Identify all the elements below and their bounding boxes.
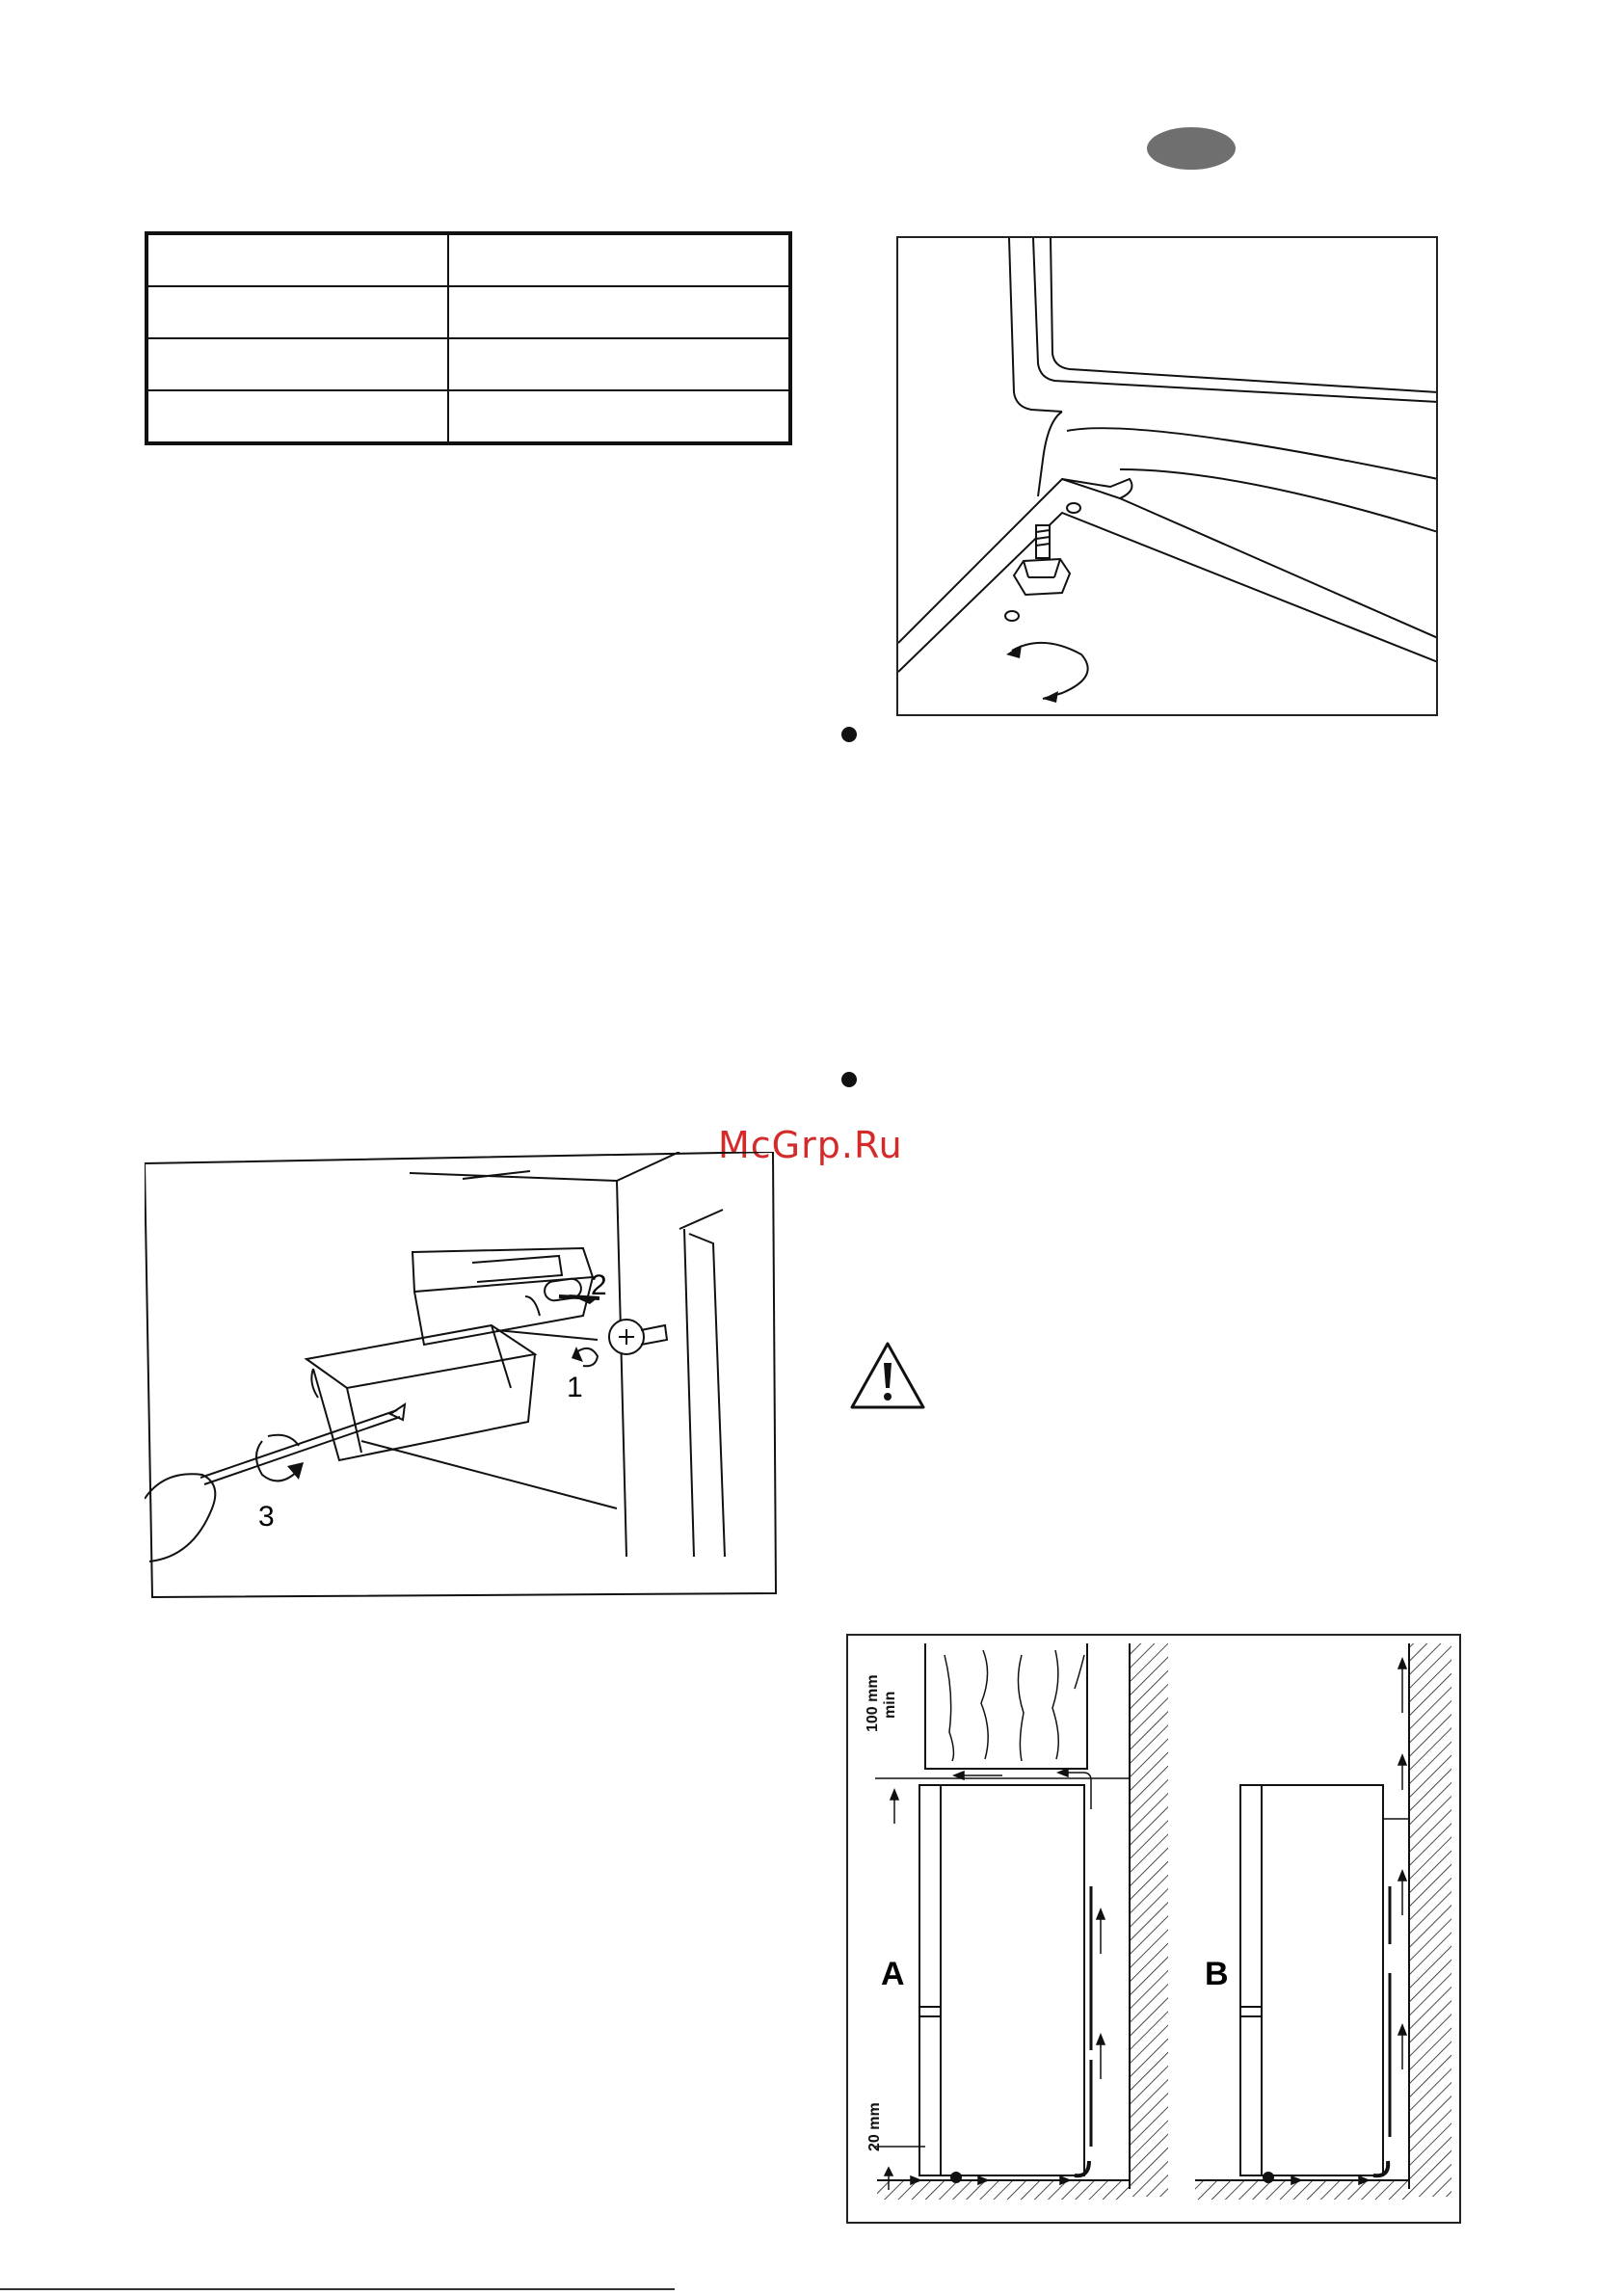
table-cell bbox=[146, 390, 448, 443]
table-cell bbox=[146, 338, 448, 390]
label-b: B bbox=[1205, 1956, 1229, 1992]
table-cell bbox=[146, 233, 448, 286]
dim-top-suffix: min bbox=[882, 1691, 898, 1719]
screwdriver-icon bbox=[145, 1404, 405, 1561]
table-row bbox=[146, 338, 790, 390]
door-fixing-illustration bbox=[145, 1152, 781, 1600]
table-cell bbox=[448, 390, 790, 443]
dim-top-label: 100 mm bbox=[865, 1674, 881, 1732]
table-cell bbox=[448, 233, 790, 286]
label-a: A bbox=[881, 1956, 905, 1992]
table-cell bbox=[448, 338, 790, 390]
step-label-1: 1 bbox=[567, 1372, 583, 1403]
step-label-3: 3 bbox=[258, 1501, 275, 1533]
figure-ventilation bbox=[846, 1634, 1461, 2224]
footer-rule bbox=[0, 2288, 675, 2290]
table-cell bbox=[448, 286, 790, 338]
rotate-arrow-icon bbox=[1006, 643, 1088, 703]
bullet-icon bbox=[841, 727, 857, 742]
foot-illustration bbox=[898, 238, 1436, 714]
step-label-2: 2 bbox=[591, 1269, 607, 1301]
figure-adjustable-foot bbox=[896, 236, 1438, 716]
dim-bottom-label: 20 mm bbox=[866, 2102, 883, 2151]
warning-icon bbox=[848, 1340, 927, 1413]
table-row bbox=[146, 390, 790, 443]
table-cell bbox=[146, 286, 448, 338]
figure-door-fixing bbox=[145, 1152, 781, 1600]
watermark: McGrp.Ru bbox=[718, 1124, 903, 1166]
table-row bbox=[146, 286, 790, 338]
table-row bbox=[146, 233, 790, 286]
language-badge bbox=[1147, 127, 1236, 170]
ventilation-illustration bbox=[848, 1636, 1459, 2222]
bullet-icon bbox=[841, 1072, 857, 1087]
spec-table bbox=[145, 231, 792, 445]
